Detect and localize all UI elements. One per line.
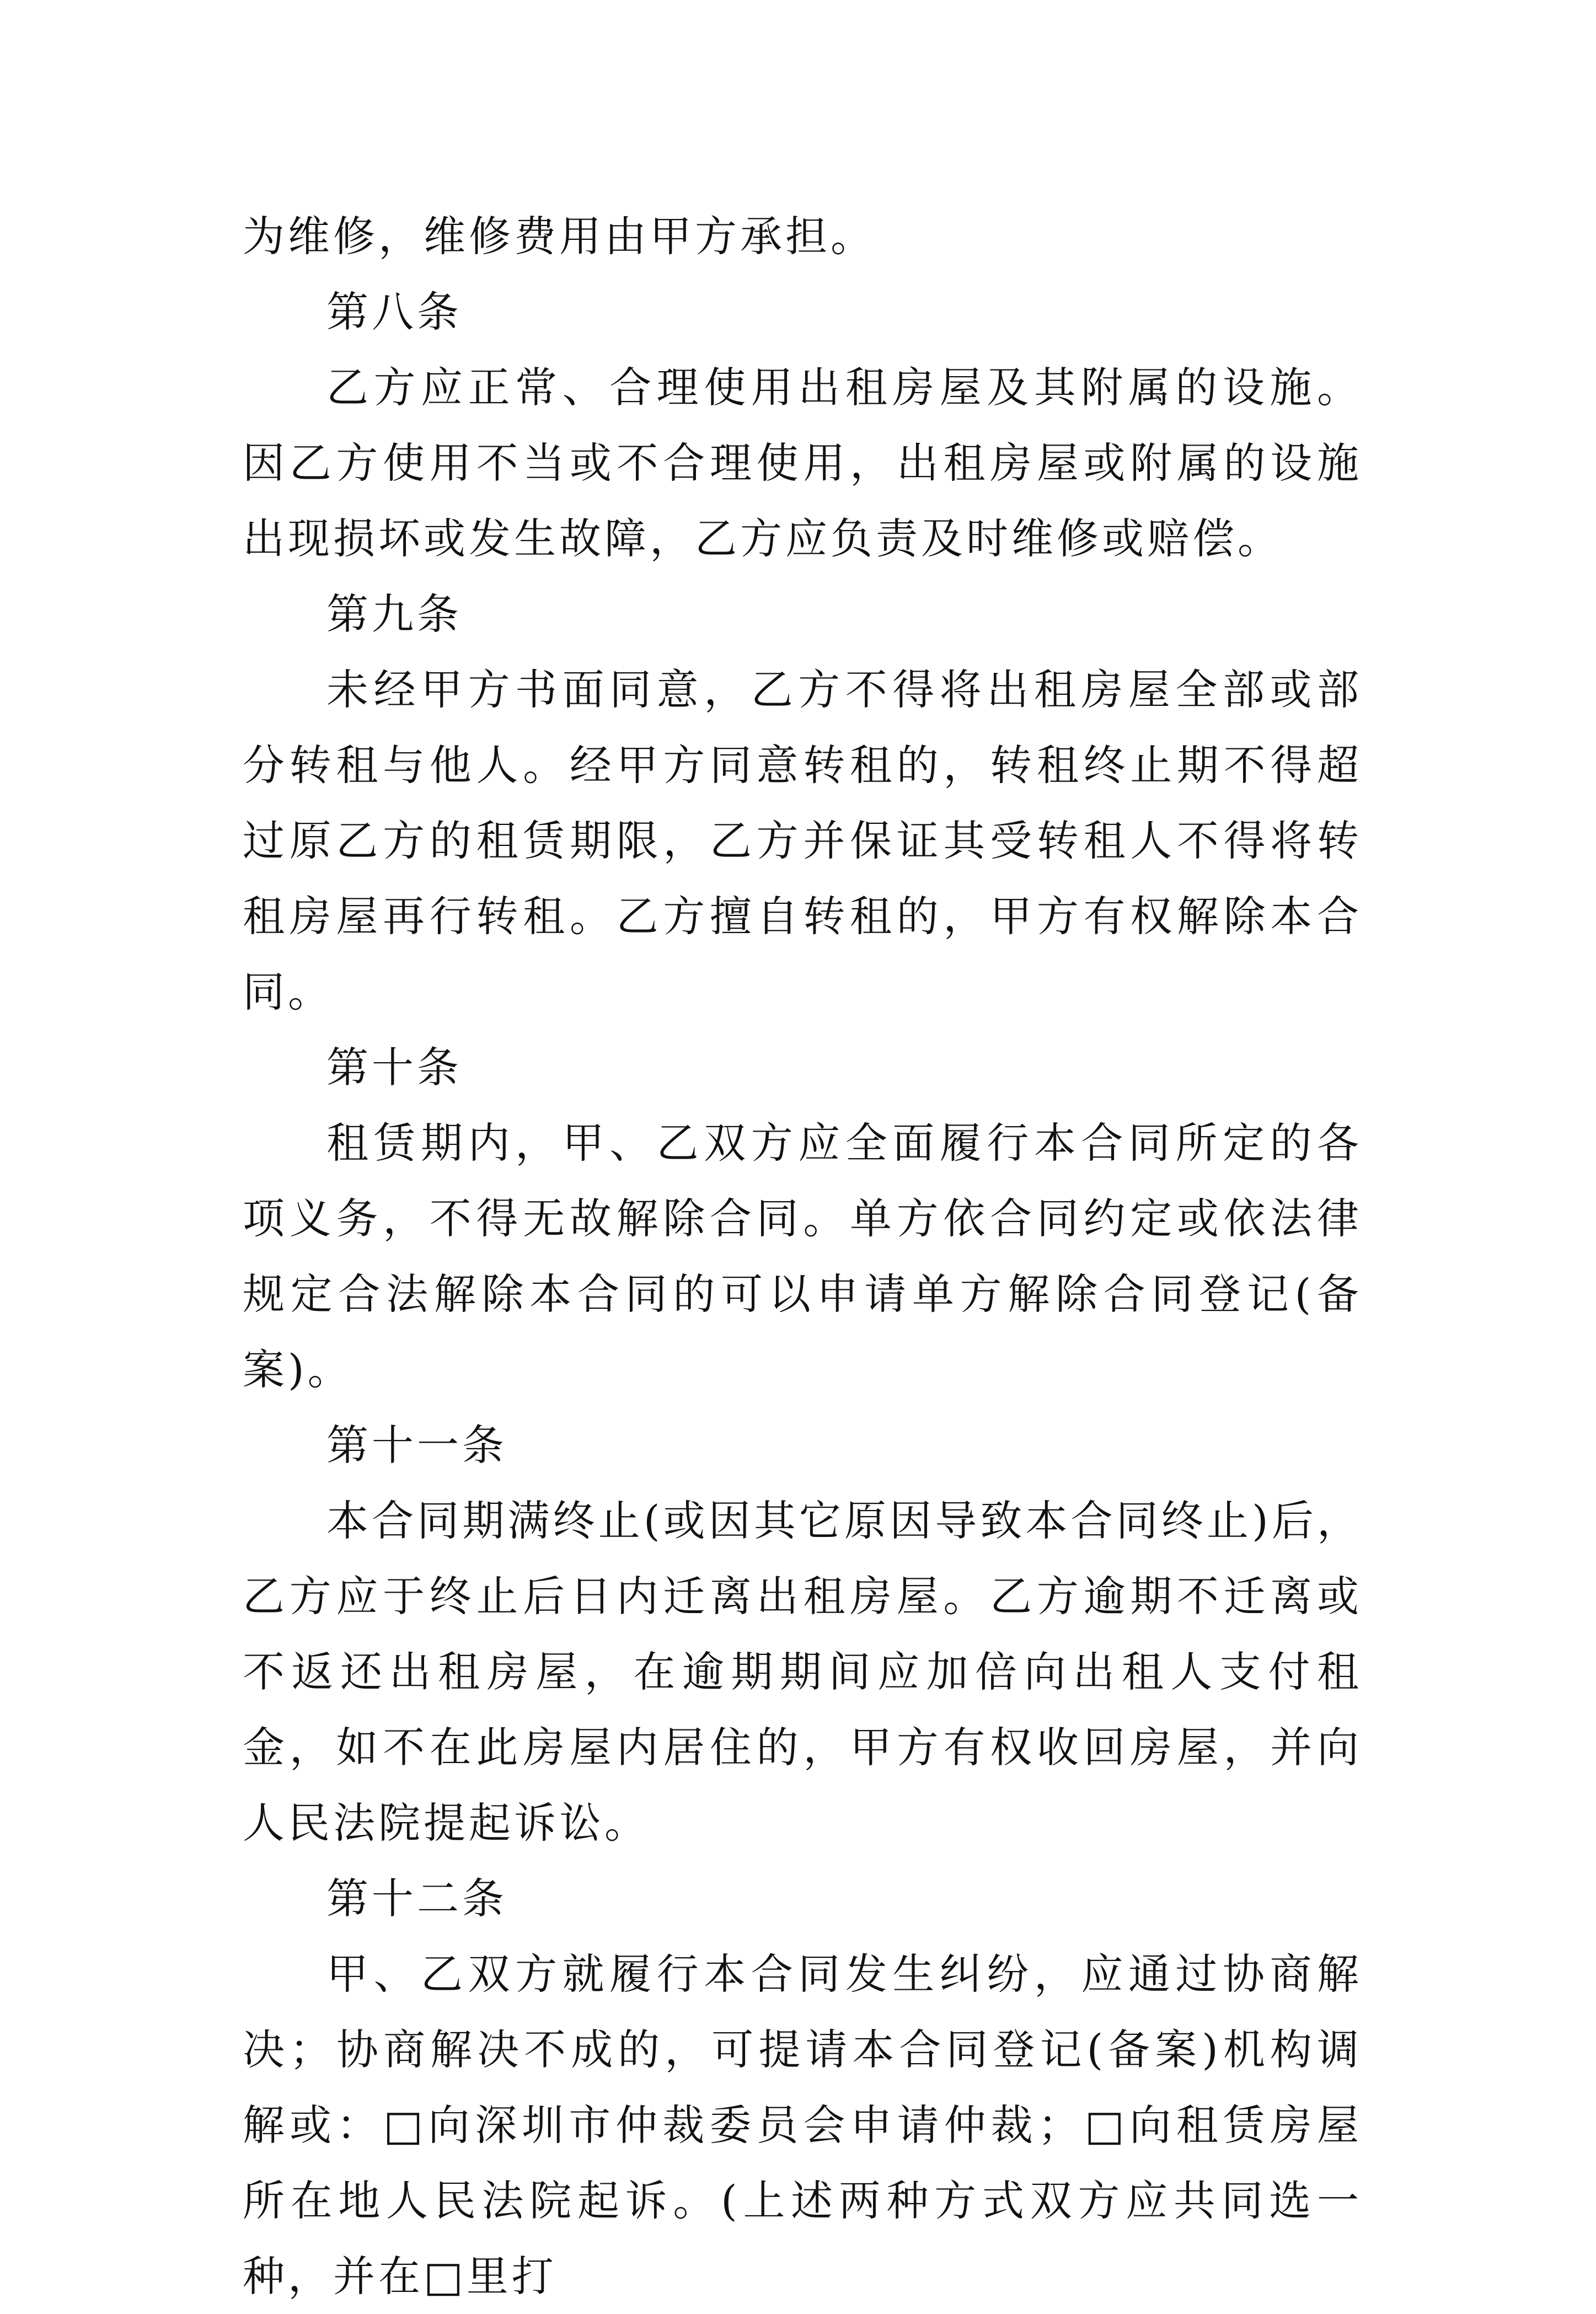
article-10-paragraph: 租赁期内，甲、乙双方应全面履行本合同所定的各项义务，不得无故解除合同。单方依合同约定或依法律规定合法解除本合同的可以申请单方解除合同登记(备案)。 bbox=[243, 1118, 1362, 1394]
article-heading-12: 第十二条 bbox=[326, 1874, 507, 1923]
article-heading-8: 第八条 bbox=[326, 287, 462, 336]
article-heading-11: 第十一条 bbox=[326, 1421, 507, 1470]
paragraph-continuation: 为维修，维修费用由甲方承担。 bbox=[243, 212, 876, 261]
article-heading-9: 第九条 bbox=[326, 590, 462, 639]
article-11-paragraph: 本合同期满终止(或因其它原因导致本合同终止)后，乙方应于终止后日内迁离出租房屋。乙方逾期不迁离或不返还出租房屋，在逾期期间应加倍向出租人支付租金，如不在此房屋内居住的，甲方有权收回房屋，并向人民法院提起诉讼。 bbox=[243, 1496, 1362, 1847]
article-heading-10: 第十条 bbox=[326, 1043, 462, 1092]
article-12-paragraph: 甲、乙双方就履行本合同发生纠纷，应通过协商解决；协商解决不成的，可提请本合同登记(备案)机构调解或：□向深圳市仲裁委员会申请仲裁；□向租赁房屋所在地人民法院起诉。(上述两种方式双方应共同选一种，并在□里打 bbox=[243, 1949, 1362, 2301]
article-9-paragraph: 未经甲方书面同意，乙方不得将出租房屋全部或部分转租与他人。经甲方同意转租的，转租终止期不得超过原乙方的租赁期限，乙方并保证其受转租人不得将转租房屋再行转租。乙方擅自转租的，甲方有权解除本合同。 bbox=[243, 665, 1362, 1016]
document-body bbox=[243, 199, 1362, 2314]
article-8-paragraph: 乙方应正常、合理使用出租房屋及其附属的设施。因乙方使用不当或不合理使用，出租房屋或附属的设施出现损坏或发生故障，乙方应负责及时维修或赔偿。 bbox=[243, 363, 1362, 563]
